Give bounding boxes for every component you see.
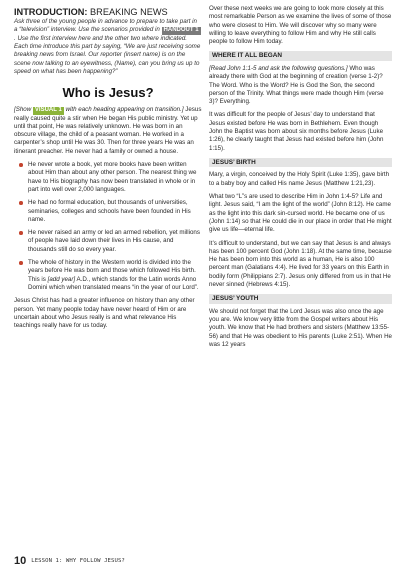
bullet-dot-icon [19,163,23,167]
footer-lesson-title: LESSON 1: WHY FOLLOW JESUS? [31,558,125,564]
show-note-b: with each heading appearing on transition.] [63,106,184,114]
birth-paragraph-1: Mary, a virgin, conceived by the Holy Spirit (Luke 1:35), gave birth to a baby boy and called His name Jesus (Matthew 1:21,23). [209,171,390,187]
list-item [14,229,202,254]
bullet-dot-icon [19,231,23,235]
began-instruction: [Read John 1:1-5 and ask the following questions.] [209,64,348,72]
visual-badge: VISUAL 1 [34,107,62,114]
list-item [14,199,202,224]
list-item-text-a: The whole of history in the Western world is divided into the years before He was born and those which followed His birth. This is [28,259,196,283]
show-note-text: Jesus really caused quite a stir when He began His public ministry. Yet up until that point, He was relatively unknown. He was born in an obscure village, the child of a peasant woman. He worked in a carpenter’s shop until He was 30. Then for three years He was an itinerant preacher. He never had a family or owned a house. [14,106,202,155]
heading-where-it-began: WHERE IT ALL BEGAN [209,51,392,61]
list-item-text: He had no formal education, but thousands of universities, seminaries, colleges and schools have been founded in His name. [28,199,191,223]
left-column [14,0,202,335]
intro-heading-rest: BREAKING NEWS [87,7,168,17]
intro-instructions [14,18,202,76]
show-note-a: [Show [14,106,33,114]
right-intro-paragraph: Over these next weeks we are going to look more closely at this most remarkable Person as we examine the lives of some of those who were closest to Him. We will discover why so many were willing to leave everything to follow Him and why He still calls people to follow Him today. [209,5,392,46]
intro-text-a: Ask three of the young people in advance to prepare to take part in a “television” interview. Use the scenarios provided in [14,18,197,34]
began-questions-paragraph [209,65,392,106]
intro-heading [14,7,202,18]
page-number: 10 [14,555,27,567]
list-item-text: He never wrote a book, yet more books have been written about Him than about any other person. The nearest thing we have to His biography has now been translated in whole or in part into well over 2,000 languages. [28,161,197,193]
began-questions: Who was already there with God at the beginning of creation (verse 1-2)? The Word. Who is the Word? He is God the Son, the second person of the Trinity. What things were made though Him (verse 3)? Everything. [209,64,384,106]
section-title: Who is Jesus? [62,85,154,101]
list-item-text: He never raised an army or led an armed rebellion, yet millions of people have laid down their lives in His cause, and thousands still do so every year. [28,229,200,253]
add-year-placeholder: [add year] [47,275,76,283]
heading-jesus-youth: JESUS’ YOUTH [209,294,392,304]
began-paragraph-2: It was difficult for the people of Jesus’ day to understand that Jesus existed before He was born in Bethlehem. Even though John the Baptist was born about six months before Jesus (Luke 1:26), he clearly taught that Jesus had existed before him (John 1:15). [209,111,384,152]
bullet-dot-icon [19,261,23,265]
handout-badge: HANDOUT 1 [163,27,199,34]
list-item [14,259,202,292]
right-column [209,0,392,354]
left-closing-paragraph: Jesus Christ has had a greater influence on history than any other person. Yet many people today have never heard of Him or are uncertain about who Jesus really is and what relevance His teachings really have for us today. [14,297,195,330]
facts-list [14,161,202,292]
heading-jesus-birth: JESUS’ BIRTH [209,158,392,168]
intro-text-b: . Use the first interview here and the other two where indicated. Each time introduce this part by saying, “We are just receiving some breaking news from Israel. Our reporter (insert name) is on the scene now talking to an eyewitness, (Name), can you bring us up to speed on what has been happening?” [14,34,201,75]
bullet-dot-icon [19,201,23,205]
list-item-text-b: A.D., which stands for the Latin words Anno Domini which when translated means “in the year of our Lord”. [28,275,199,291]
youth-paragraph-1: We should not forget that the Lord Jesus was also once the age you are. We know very little from the Gospel writers about His youth. We know that He had brothers and sisters (Matthew 13:55-56) and that He was obedient to His parents (Luke 2:51). When He was 12 years [209,307,392,348]
list-item [14,161,202,194]
birth-paragraph-3: It’s difficult to understand, but we can say that Jesus is and always has been 100 percent God (John 1:18). At the same time, because He has been born into this world as a human, He is also 100 percent man (Galatians 4:4). He lived for 33 years on this Earth in bodily form (Philippians 2:7). Jesus only differed from us in that He never sinned (Hebrews 4:15). [209,239,392,289]
birth-paragraph-2: What two “L”s are used to describe Him in John 1:4-5? Life and light. Jesus said, “I am the light of the world” (John 8:12). He came as the light into this dark sin-cursed world. He became one of us (John 1:14) so that He could die in our place in order that He might give us life—eternal life. [209,193,392,234]
show-visual-paragraph [14,106,202,156]
intro-heading-bold: INTRODUCTION: [14,7,88,17]
page-footer [14,555,394,567]
